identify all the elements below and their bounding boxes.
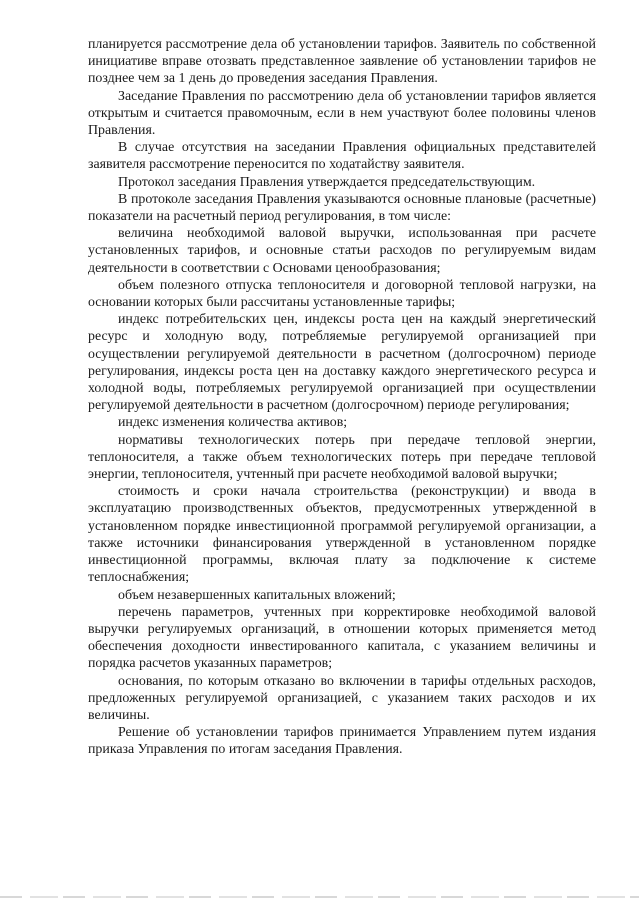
list-item-loss-norms: нормативы технологических потерь при передаче тепловой энергии, теплоносителя, а также объем технологических потерь при передаче тепловой энергии, теплоносителя, учтенный при расчете необходимой валовой выручки; [88,432,596,483]
list-item-useful-supply: объем полезного отпуска теплоносителя и договорной тепловой нагрузки, на основании которых были рассчитаны установленные тарифы; [88,277,596,311]
paragraph-absence: В случае отсутствия на заседании Правления официальных представителей заявителя рассмотрение переносится по ходатайству заявителя. [88,140,596,173]
document-body [88,36,596,759]
paragraph-protocol: Протокол заседания Правления утверждается председательствующим. [118,174,536,190]
list-item-parameters: перечень параметров, учтенных при корректировке необходимой валовой выручки регулируемых организаций, в отношении которых применяется метод обеспечения доходности инвестированного капитала, с указанием величины и порядка расчетов указанных параметров; [88,604,596,672]
list-item-price-indices: индекс потребительских цен, индексы роста цен на каждый энергетический ресурс и холодную воду, потребляемые регулируемой организацией при осуществлении регулируемой деятельности в расчетном (долгосрочном) периоде регулирования, индексы роста цен на доставку каждого энергетического ресурса и холодной воды, потребляемых регулируемой организацией при осуществлении регулируемой деятельности в расчетном (долгосрочном) периоде регулирования; [88,312,596,414]
list-item-unfinished-investments: объем незавершенных капитальных вложений; [118,587,396,603]
list-item-construction-cost: стоимость и сроки начала строительства (реконструкции) и ввода в эксплуатацию производственных объектов, предусмотренных утвержденной в установленном порядке инвестиционной программой регулируемой организации, а также источники финансирования утвержденной в установленном порядке инвестиционной программы, включая плату за подключение к системе теплоснабжения; [88,484,596,586]
list-item-refusal-grounds: основания, по которым отказано во включении в тарифы отдельных расходов, предложенных регулируемой организацией, с указанием таких расходов и их величины. [88,673,596,723]
paragraph-continuation: планируется рассмотрение дела об установлении тарифов. Заявитель по собственной инициативе вправе отозвать представленное заявление об установлении тарифов не позднее чем за 1 день до проведения заседания Правления. [88,37,596,87]
paragraph-session-open: Заседание Правления по рассмотрению дела об установлении тарифов является открытым и считается правомочным, если в нем участвуют более половины членов Правления. [88,88,596,139]
paragraph-decision: Решение об установлении тарифов принимается Управлением путем издания приказа Управления по итогам заседания Правления. [88,725,596,758]
scan-bottom-edge [0,896,639,898]
list-item-assets-index: индекс изменения количества активов; [118,415,348,431]
paragraph-protocol-contents: В протоколе заседания Правления указываются основные плановые (расчетные) показатели на расчетный период регулирования, в том числе: [88,191,596,225]
list-item-gross-revenue: величина необходимой валовой выручки, использованная при расчете установленных тарифов, и основные статьи расходов по регулируемым видам деятельности в соответствии с Основами ценообразования; [88,226,596,276]
